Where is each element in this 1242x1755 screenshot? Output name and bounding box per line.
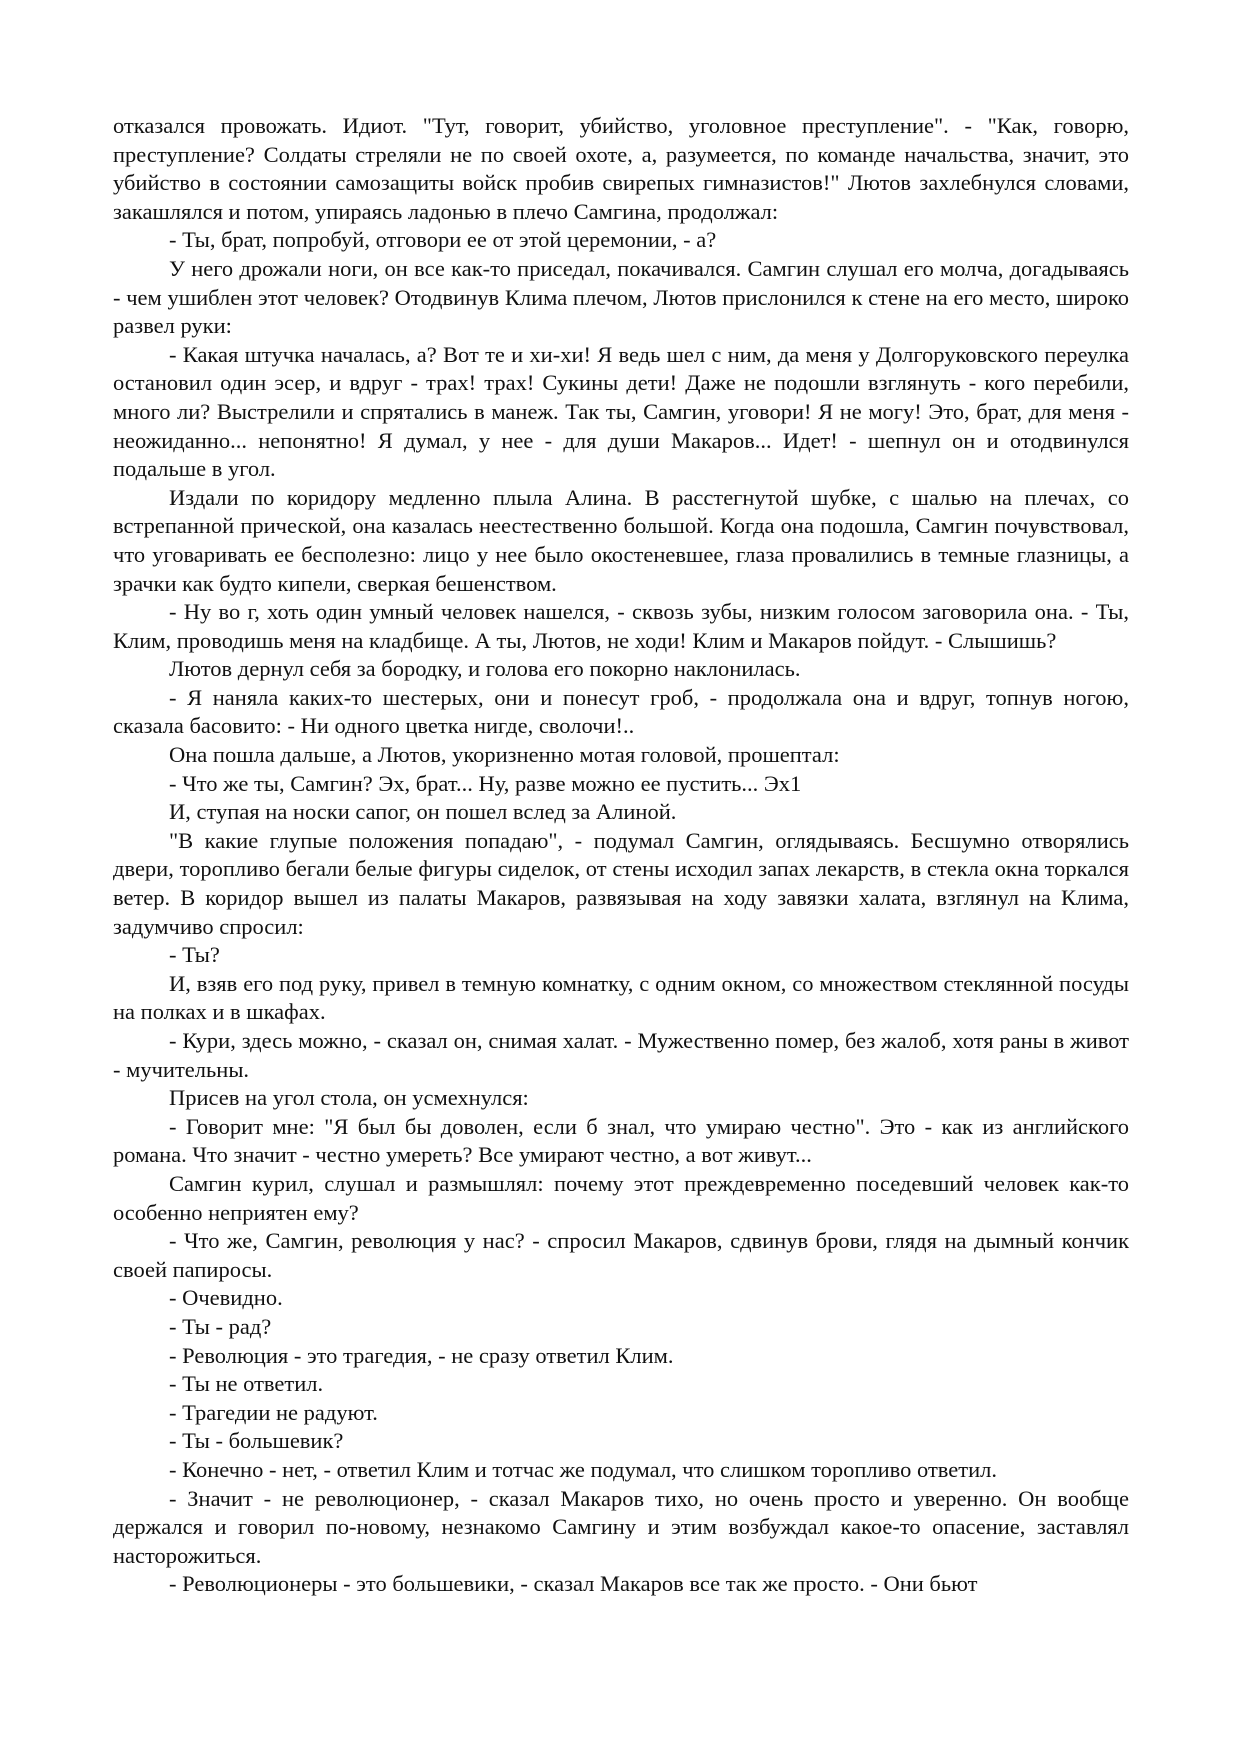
paragraph-26: - Значит - не революционер, - сказал Макаров тихо, но очень просто и уверенно. Он вообще держался и говорил по-новому, незнакомо Самгину и этим возбуждал какое-то опасение, заставлял насторожиться. — [113, 1485, 1129, 1568]
paragraph-23: - Трагедии не радуют. — [169, 1399, 378, 1425]
paragraph-22: - Ты не ответил. — [169, 1371, 324, 1397]
paragraph-4: Издали по коридору медленно плыла Алина. В расстегнутой шубке, с шалью на плечах, со встрепанной прической, она казалась неестественно большой. Когда она подошла, Самгин почувствовал, что уговаривать ее бесполезно: лицо у нее было окостеневшее, глаза провалились в темные глазницы, а зрачки как будто кипели, сверкая бешенством. — [113, 484, 1129, 596]
paragraph-14: - Кури, здесь можно, - сказал он, снимая халат. - Мужественно помер, без жалоб, хотя раны в живот - мучительны. — [113, 1028, 1129, 1082]
paragraph-3: - Какая штучка началась, а? Вот те и хи-хи! Я ведь шел с ним, да меня у Долгоруковского переулка остановил один эсер, и вдруг - трах! трах! Сукины дети! Даже не подошли взглянуть - кого перебили, много ли? Выстрелили и спрятались в манеж. Так ты, Самгин, уговори! Я не могу! Это, брат, для меня - неожиданно... непонятно! Я думал, у нее - для души Макаров... Идет! - шепнул он и отодвинулся подальше в угол. — [113, 341, 1129, 482]
paragraph-10: И, ступая на носки сапог, он пошел вслед за Алиной. — [169, 799, 677, 825]
paragraph-20: - Ты - рад? — [169, 1313, 272, 1339]
paragraph-21: - Революция - это трагедия, - не сразу ответил Клим. — [169, 1342, 674, 1368]
paragraph-5: - Ну во г, хоть один умный человек нашелся, - сквозь зубы, низким голосом заговорила она. - Ты, Клим, проводишь меня на кладбище. А ты, Лютов, не ходи! Клим и Макаров пойдут. - Слышишь? — [113, 599, 1129, 653]
paragraph-9: - Что же ты, Самгин? Эх, брат... Ну, разве можно ее пустить... Эх1 — [169, 770, 802, 796]
paragraph-19: - Очевидно. — [169, 1285, 283, 1311]
paragraph-15: Присев на угол стола, он усмехнулся: — [169, 1085, 529, 1111]
paragraph-8: Она пошла дальше, а Лютов, укоризненно мотая головой, прошептал: — [169, 742, 840, 768]
paragraph-27: - Революционеры - это большевики, - сказал Макаров все так же просто. - Они бьют — [169, 1571, 978, 1597]
paragraph-1: - Ты, брат, попробуй, отговори ее от этой церемонии, - а? — [169, 227, 717, 253]
paragraph-16: - Говорит мне: "Я был бы доволен, если б знал, что умираю честно". Это - как из английского романа. Что значит - честно умереть? Все умирают честно, а вот живут... — [113, 1113, 1129, 1168]
paragraph-24: - Ты - большевик? — [169, 1428, 344, 1454]
paragraph-2: У него дрожали ноги, он все как-то приседал, покачивался. Самгин слушал его молча, догадываясь - чем ушиблен этот человек? Отодвинув Клима плечом, Лютов прислонился к стене на его место, широко развел руки: — [113, 255, 1129, 339]
paragraph-11: "В какие глупые положения попадаю", - подумал Самгин, оглядываясь. Бесшумно отворялись двери, торопливо бегали белые фигуры сиделок, от стены исходил запах лекарств, в стекла окна торкался ветер. В коридор вышел из палаты Макаров, развязывая на ходу завязки халата, взглянул на Клима, задумчиво спросил: — [113, 827, 1129, 939]
paragraph-13: И, взяв его под руку, привел в темную комнатку, с одним окном, со множеством стеклянной посуды на полках и в шкафах. — [113, 970, 1129, 1025]
paragraph-0: отказался провожать. Идиот. "Тут, говорит, убийство, уголовное преступление". - "Как, говорю, преступление? Солдаты стреляли не по своей охоте, а, разумеется, по команде начальства, значит, это убийство в состоянии самозащиты войск пробив свирепых гимназистов!" Лютов захлебнулся словами, закашлялся и потом, упираясь ладонью в плечо Самгина, продолжал: — [113, 113, 1129, 224]
paragraph-12: - Ты? — [169, 942, 220, 968]
document-page — [113, 112, 1129, 1599]
paragraph-25: - Конечно - нет, - ответил Клим и тотчас же подумал, что слишком торопливо ответил. — [169, 1456, 998, 1482]
paragraph-6: Лютов дернул себя за бородку, и голова его покорно наклонилась. — [169, 656, 801, 682]
paragraph-7: - Я наняла каких-то шестерых, они и понесут гроб, - продолжала она и вдруг, топнув ногою, сказала басовито: - Ни одного цветка нигде, сволочи!.. — [113, 684, 1129, 739]
paragraph-18: - Что же, Самгин, революция у нас? - спросил Макаров, сдвинув брови, глядя на дымный кончик своей папиросы. — [113, 1228, 1129, 1282]
paragraph-17: Самгин курил, слушал и размышлял: почему этот преждевременно поседевший человек как-то особенно неприятен ему? — [113, 1170, 1129, 1225]
